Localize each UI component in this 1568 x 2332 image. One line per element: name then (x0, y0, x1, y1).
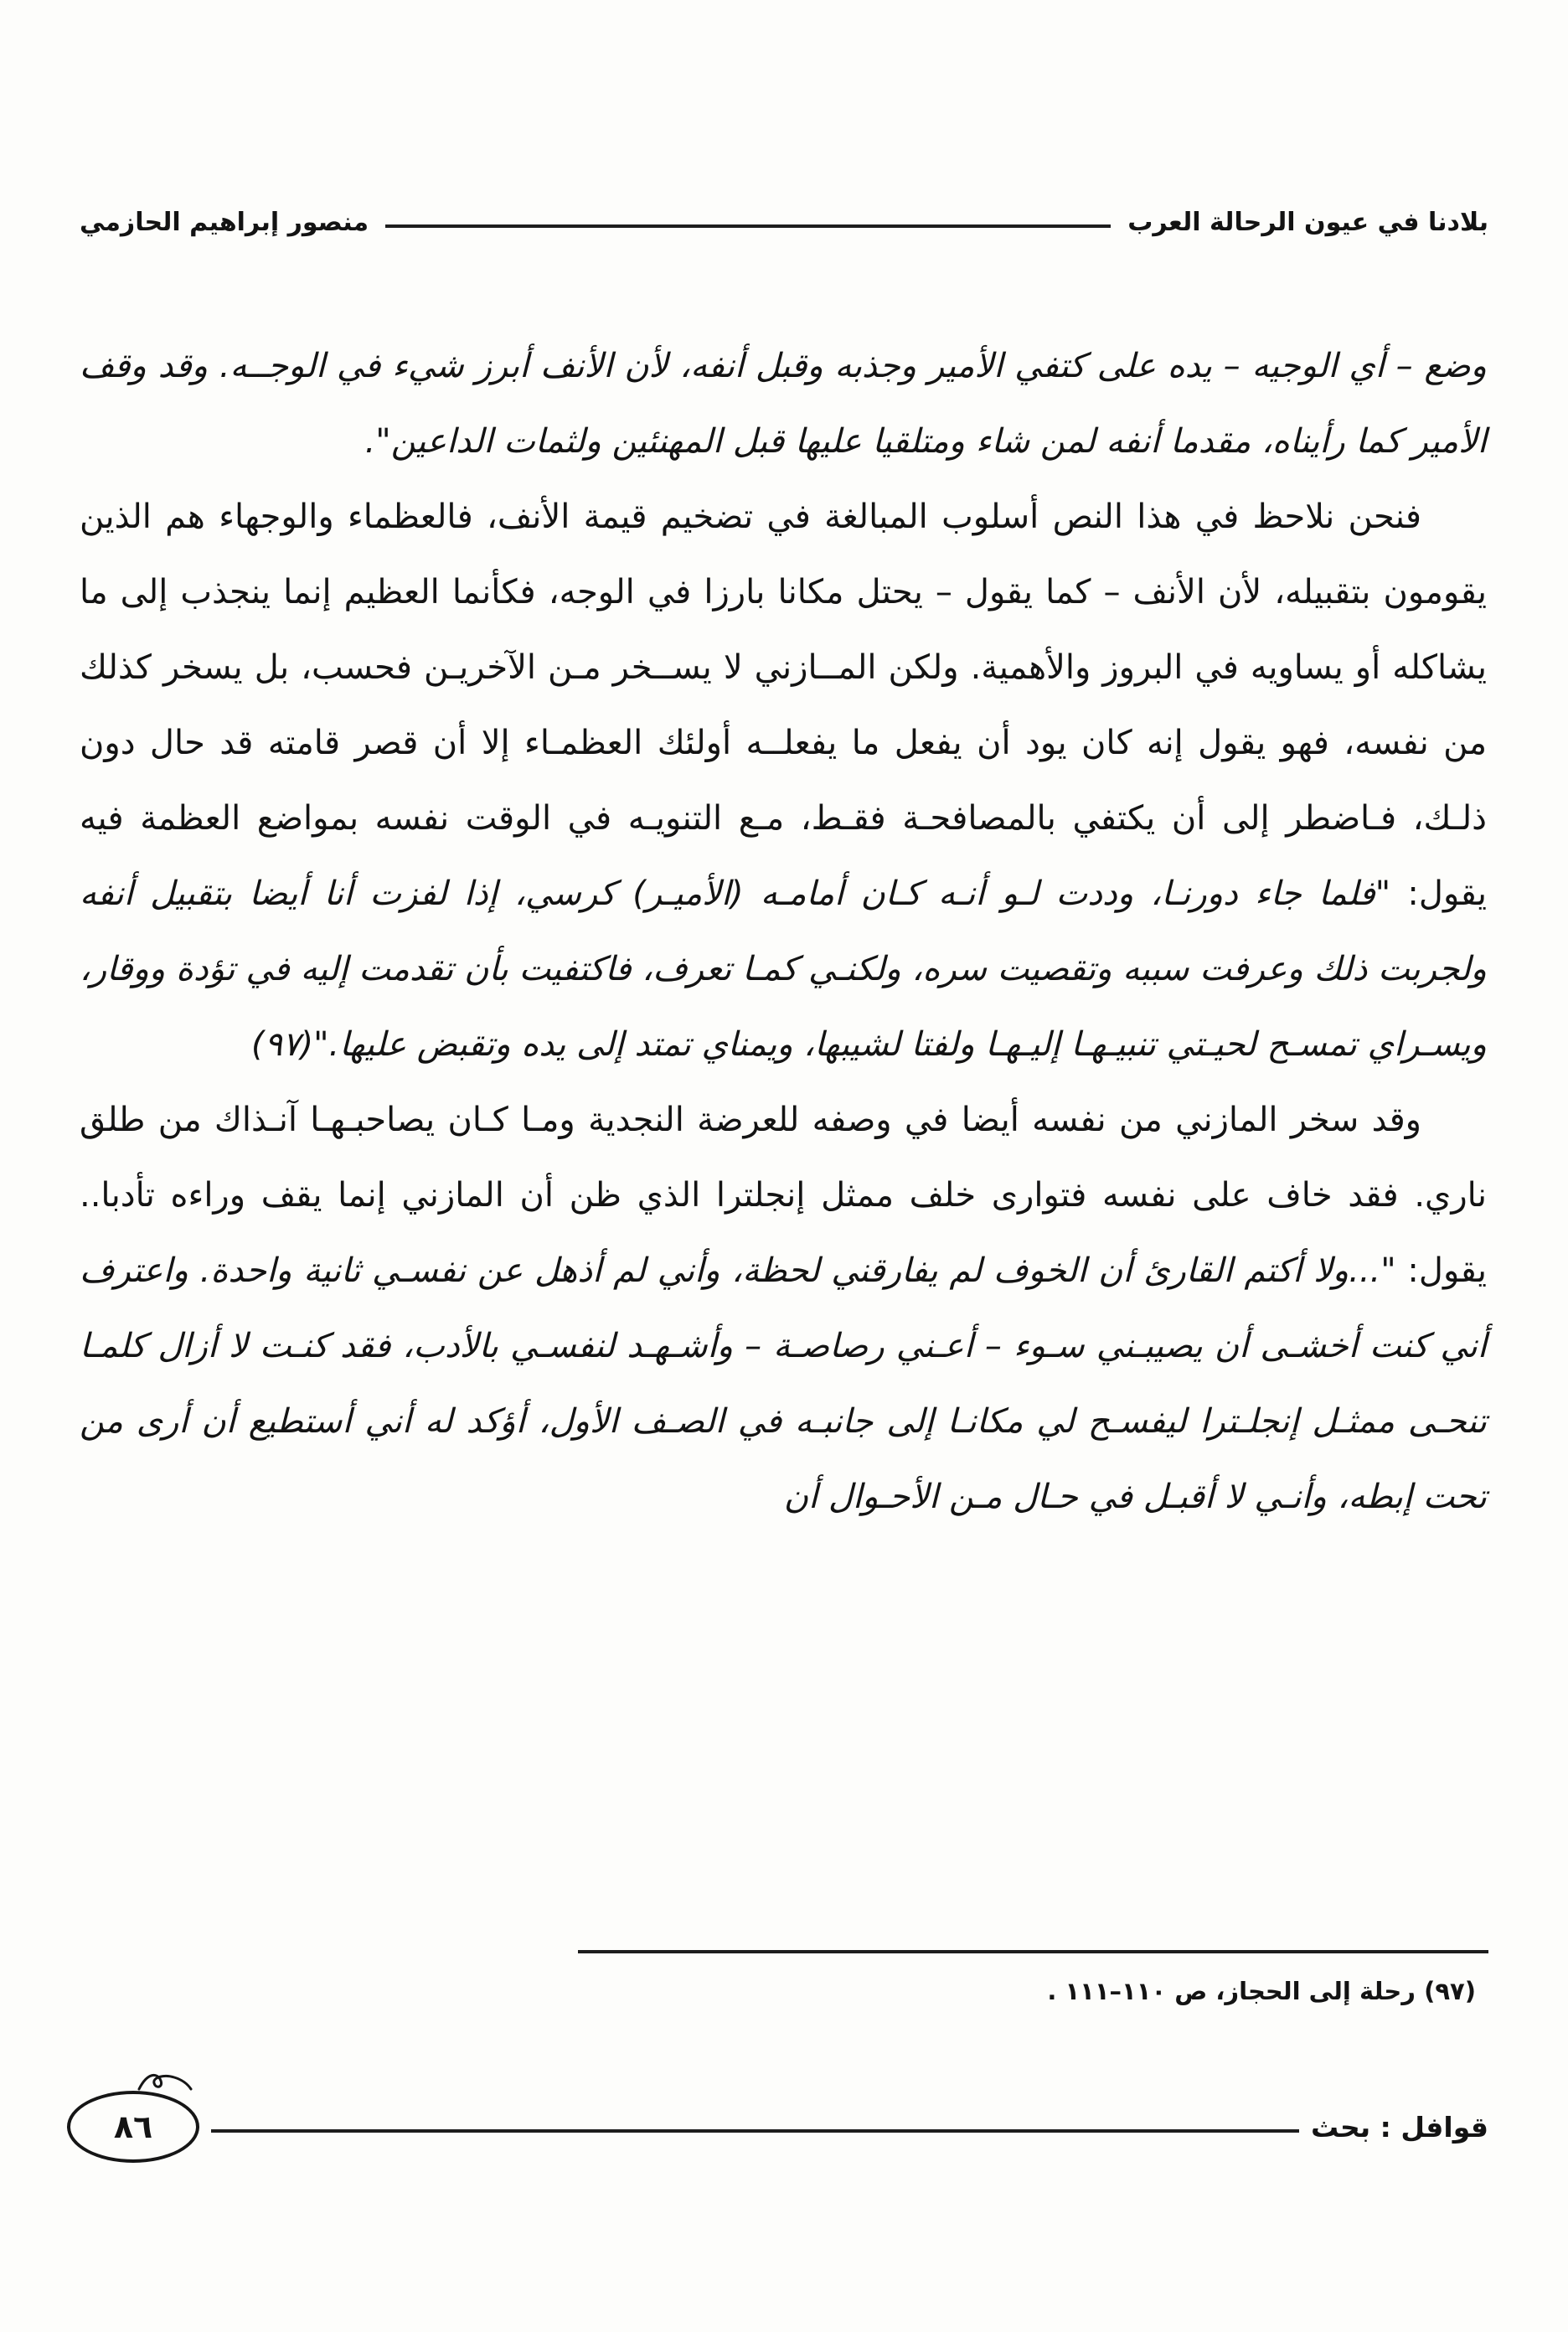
paragraph-analysis (80, 479, 1487, 1082)
paragraph-arda (80, 1082, 1487, 1535)
paragraph-arda-lead: وقد سخر المازني من نفسه أيضا في وصفه للعرضة النجدية ومـا كـان يصاحبـهـا آنـذاك من طلق ناري. فقد خاف على نفسه فتوارى خلف ممثل إنجلترا الذي ظن أن المازني إنما يقف وراءه تأدبا.. يقول: (80, 1101, 1487, 1290)
page-number-ornament (67, 2091, 199, 2163)
flourish-icon (136, 2069, 194, 2094)
book-title: بلادنا في عيون الرحالة العرب (1127, 208, 1488, 237)
inline-quote-mazini: "فلما جاء دورنـا، وددت لـو أنـه كـان أمامـه (الأميـر) كرسي، إذا لفزت أنا أيضا بتقبيل أنفه ولجربت ذلك وعرفت سببه وتقصيت سره، ولكنـي كمـا تعرف، فاكتفيت بأن تقدمت إليه في تؤدة ووقار، ويسـراي تمسـح لحيـتي تنبيـهـا إليـهـا ولفتا لشيبها، ويمناي تمتد إلى يده وتقبض عليها."(٩٧) (80, 874, 1487, 1064)
page-footer (67, 2091, 1488, 2163)
paragraph-analysis-lead: فنحن نلاحظ في هذا النص أسلوب المبالغة في تضخيم قيمة الأنف، فالعظماء والوجهاء هم الذين يقومون بتقبيله، لأن الأنف – كما يقول – يحتل مكانا بارزا في الوجه، فكأنما العظيم إنما ينجذب إلى ما يشاكله أو يساويه في البروز والأهمية. ولكن المــازني لا يســخر مـن الآخريـن فحسب، بل يسخر كذلك من نفسه، فهو يقول إنه كان يود أن يفعل ما يفعلــه أولئك العظمـاء إلا أن قصر قامته قد حال دون ذلـك، فـاضطر إلى أن يكتفي بالمصافحـة فقـط، مـع التنويـه في الوقت نفسه بمواضع العظمة فيه يقول: (80, 498, 1487, 913)
paragraph-opening-quote: وضع – أي الوجيه – يده على كتفي الأمير وجذبه وقبل أنفه، لأن الأنف أبرز شيء في الوجــه. وقد وقف الأمير كما رأيناه، مقدما أنفه لمن شاء ومتلقيا عليها قبل المهنئين ولثمات الداعين". (80, 347, 1487, 461)
footnote-text: (٩٧) رحلة إلى الحجاز، ص ١١٠–١١١ . (1047, 1977, 1476, 2005)
footnote-divider (578, 1950, 1488, 1953)
page-header (80, 208, 1488, 237)
body-text (80, 328, 1487, 1535)
footer-divider (211, 2129, 1299, 2133)
header-divider (385, 224, 1111, 228)
inline-quote-fear: "...ولا أكتم القارئ أن الخوف لم يفارقني لحظة، وأني لم أذهل عن نفسـي ثانية واحدة. واعترف أني كنت أخشـى أن يصيبـني سـوء – أعـني رصاصـة – وأشـهـد لنفسـي بالأدب، فقد كنـت لا أزال كلمـا تنحـى ممثـل إنجلـترا ليفسـح لي مكانـا إلى جانبـه في الصـف الأول، أؤكد له أني أستطيع أن أرى من تحت إبطه، وأنـي لا أقبـل في حـال مـن الأحـوال أن (80, 1251, 1487, 1516)
footer-series-label: قوافل : بحث (1311, 2110, 1488, 2144)
author-name: منصور إبراهيم الحازمي (80, 208, 369, 237)
page-number: ٨٦ (67, 2091, 199, 2163)
